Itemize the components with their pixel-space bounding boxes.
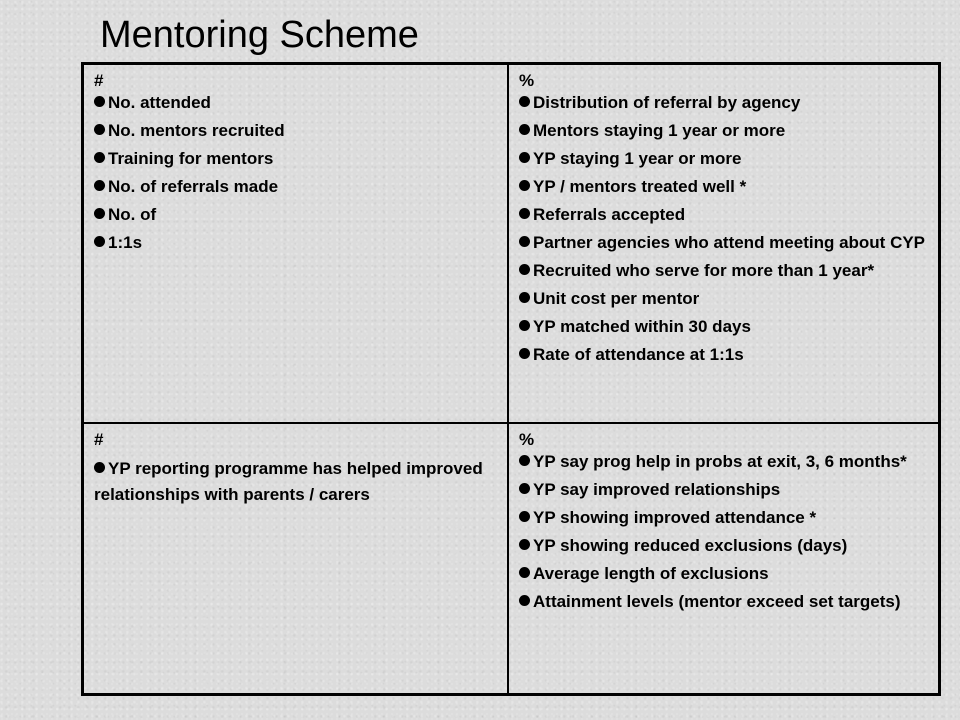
list-item-text: Mentors staying 1 year or more <box>533 121 786 140</box>
list-item <box>94 149 499 168</box>
bullet-icon <box>519 236 530 247</box>
measures-table <box>81 62 941 696</box>
list-item-text: Training for mentors <box>108 149 274 168</box>
list-item-text: Partner agencies who attend meeting about CYP <box>533 233 926 252</box>
list-item <box>519 345 930 364</box>
list-item-text: YP / mentors treated well * <box>533 177 747 196</box>
cell-top-left <box>84 65 509 424</box>
list-item <box>94 233 499 252</box>
bullet-icon <box>519 539 530 550</box>
list-item <box>519 289 930 308</box>
bullet-icon <box>519 264 530 275</box>
cell-header: % <box>519 71 535 90</box>
bullet-icon <box>94 124 105 135</box>
list-item-text: YP staying 1 year or more <box>533 149 742 168</box>
list-item-text: No. attended <box>108 93 211 112</box>
bullet-list <box>94 93 499 252</box>
list-item <box>94 456 499 508</box>
list-item-text: YP say prog help in probs at exit, 3, 6 months* <box>533 452 907 471</box>
bullet-icon <box>519 124 530 135</box>
list-item-text: No. mentors recruited <box>108 121 285 140</box>
list-item-text: Unit cost per mentor <box>533 289 700 308</box>
list-item <box>519 536 930 555</box>
list-item-text: No. of referrals made <box>108 177 279 196</box>
list-item <box>519 149 930 168</box>
list-item <box>94 121 499 140</box>
list-item <box>94 205 499 224</box>
list-item-text: YP reporting programme has helped improved relationships with parents / carers <box>94 459 483 504</box>
bullet-icon <box>519 348 530 359</box>
cell-header: # <box>94 71 104 90</box>
bullet-icon <box>519 483 530 494</box>
list-item-text: YP showing improved attendance * <box>533 508 817 527</box>
bullet-icon <box>519 320 530 331</box>
bullet-icon <box>519 152 530 163</box>
list-item-text: Referrals accepted <box>533 205 686 224</box>
list-item <box>94 93 499 112</box>
list-item-text: YP matched within 30 days <box>533 317 751 336</box>
list-item <box>519 205 930 224</box>
bullet-icon <box>519 208 530 219</box>
list-item <box>519 177 930 196</box>
bullet-icon <box>519 96 530 107</box>
cell-header: % <box>519 430 535 449</box>
list-item-text: 1:1s <box>108 233 143 252</box>
bullet-icon <box>519 292 530 303</box>
bullet-icon <box>94 96 105 107</box>
list-item <box>519 93 930 112</box>
list-item <box>519 317 930 336</box>
list-item-text: YP showing reduced exclusions (days) <box>533 536 848 555</box>
list-item-text: Recruited who serve for more than 1 year* <box>533 261 875 280</box>
page-title: Mentoring Scheme <box>100 14 419 56</box>
list-item <box>519 452 930 471</box>
bullet-icon <box>519 567 530 578</box>
bullet-icon <box>519 595 530 606</box>
bullet-icon <box>94 236 105 247</box>
bullet-list <box>519 452 930 611</box>
list-item <box>519 508 930 527</box>
list-item-text: Distribution of referral by agency <box>533 93 801 112</box>
bullet-icon <box>94 152 105 163</box>
list-item <box>519 233 930 252</box>
list-item <box>519 121 930 140</box>
bullet-list <box>519 93 930 364</box>
bullet-icon <box>519 511 530 522</box>
list-item <box>519 480 930 499</box>
list-item-text: No. of <box>108 205 157 224</box>
cell-header: # <box>94 430 104 449</box>
list-item-text: YP say improved relationships <box>533 480 781 499</box>
cell-top-right <box>509 65 938 424</box>
list-item <box>519 261 930 280</box>
bullet-icon <box>94 180 105 191</box>
list-item-text: Rate of attendance at 1:1s <box>533 345 744 364</box>
cell-bottom-left <box>84 424 509 693</box>
cell-bottom-right <box>509 424 938 693</box>
bullet-icon <box>94 462 105 473</box>
bullet-list <box>94 456 499 508</box>
bullet-icon <box>94 208 105 219</box>
bullet-icon <box>519 180 530 191</box>
list-item <box>94 177 499 196</box>
list-item-text: Average length of exclusions <box>533 564 769 583</box>
list-item <box>519 564 930 583</box>
bullet-icon <box>519 455 530 466</box>
list-item <box>519 592 930 611</box>
list-item-text: Attainment levels (mentor exceed set targets) <box>533 592 901 611</box>
